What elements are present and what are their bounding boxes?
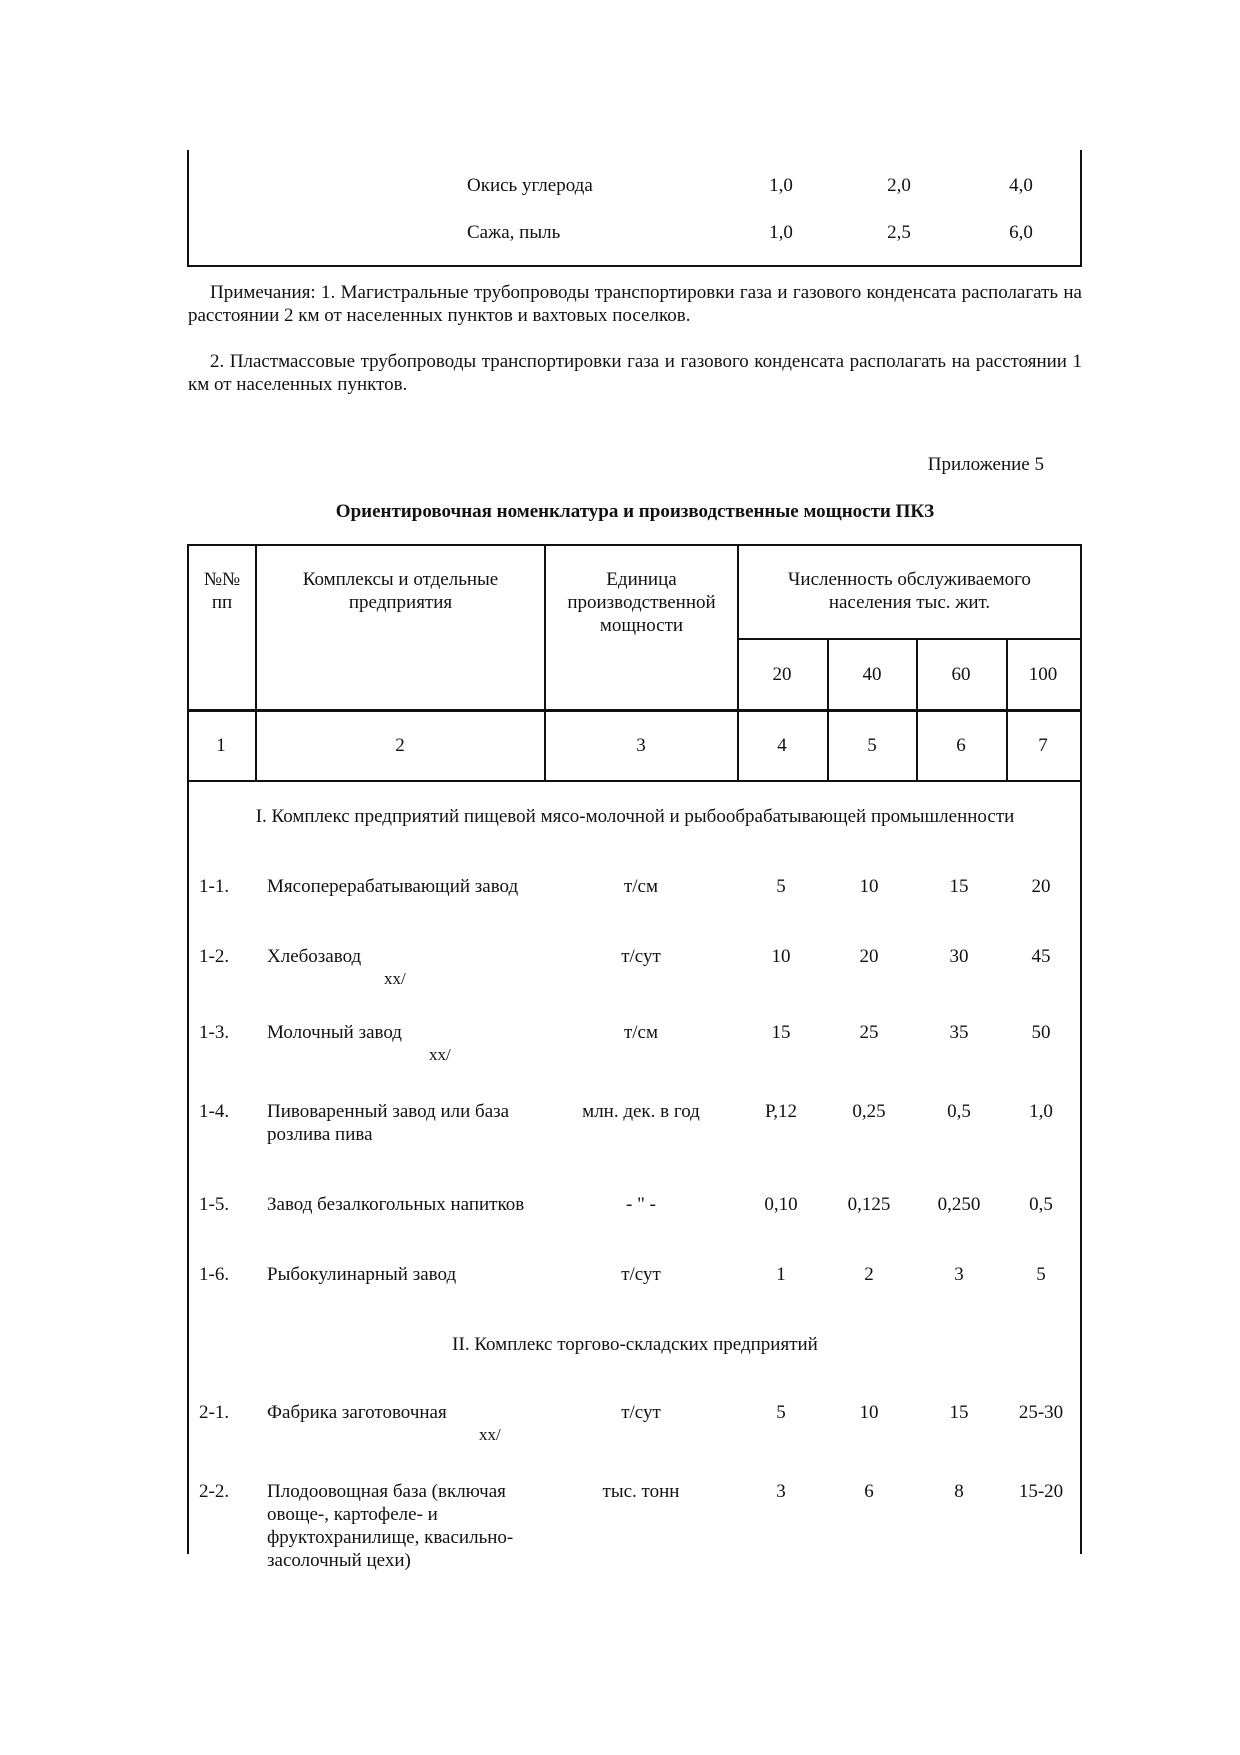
row-value: 0,5 [1029, 1194, 1053, 1215]
section-2-title: II. Комплекс торгово-складских предприятий [452, 1334, 818, 1355]
row-value: 0,5 [947, 1101, 971, 1122]
row-value: 5 [776, 876, 786, 897]
column-number: 5 [867, 735, 877, 756]
row-name: Молочный завод [267, 1022, 402, 1043]
row-value: 20 [859, 946, 879, 967]
value-cell: 4,0 [1009, 175, 1033, 196]
row-value: 0,125 [847, 1194, 891, 1215]
column-number: 4 [777, 735, 787, 756]
header-population: Численность обслуживаемого населения тыс. жит. [788, 569, 1031, 613]
header-unit: Единица производственной мощности [567, 569, 716, 636]
row-value: 45 [1031, 946, 1051, 967]
row-name: Фабрика заготовочная [267, 1402, 447, 1423]
row-value: 0,25 [852, 1101, 886, 1122]
row-value: 35 [949, 1022, 969, 1043]
row-unit: т/см [623, 1022, 659, 1043]
row-value: 30 [949, 946, 969, 967]
row-name: Хлебозавод [267, 946, 362, 967]
column-number: 6 [956, 735, 966, 756]
value-cell: 6,0 [1009, 222, 1033, 243]
header-complex: Комплексы и отдельные предприятия [302, 569, 499, 613]
row-value: 3 [776, 1481, 786, 1502]
row-unit: т/сут [621, 946, 661, 967]
row-value: 15 [949, 876, 969, 897]
column-number: 7 [1038, 735, 1048, 756]
row-unit: - " - [626, 1194, 656, 1215]
row-value: 15 [771, 1022, 791, 1043]
row-value: 10 [771, 946, 791, 967]
value-cell: 1,0 [769, 175, 793, 196]
row-value: 15-20 [1018, 1481, 1064, 1502]
row-value: 0,250 [937, 1194, 981, 1215]
header-num: №№ пп [203, 569, 241, 613]
population-column-header: 40 [862, 664, 882, 685]
row-number: 1-3. [199, 1022, 230, 1043]
population-column-header: 60 [951, 664, 971, 685]
population-column-header: 100 [1028, 664, 1058, 685]
row-value: 25-30 [1018, 1402, 1064, 1423]
row-value: 3 [954, 1264, 964, 1285]
row-value: 50 [1031, 1022, 1051, 1043]
row-footnote: хх/ [429, 1045, 451, 1064]
row-number: 1-6. [199, 1264, 230, 1285]
table-title: Ориентировочная номенклатура и производственные мощности ПКЗ [335, 501, 935, 522]
population-column-header: 20 [772, 664, 792, 685]
row-unit: млн. дек. в год [582, 1101, 700, 1122]
row-unit: т/сут [621, 1264, 661, 1285]
row-number: 1-2. [199, 946, 230, 967]
row-value: 6 [864, 1481, 874, 1502]
value-cell: 1,0 [769, 222, 793, 243]
row-value: 20 [1031, 876, 1051, 897]
column-number: 2 [395, 735, 405, 756]
row-unit: тыс. тонн [602, 1481, 680, 1502]
row-number: 1-1. [199, 876, 230, 897]
appendix-label: Приложение 5 [927, 454, 1044, 475]
note-1: Примечания: 1. Магистральные трубопроводы транспортировки газа и газового конденсата располагать на расстоянии 2 км от населенных пунктов и вахтовых поселков. [188, 282, 1082, 326]
row-value: Р,12 [765, 1101, 797, 1122]
row-name: Мясоперерабатывающий завод [267, 876, 519, 897]
value-cell: 2,0 [887, 175, 911, 196]
pollutant-name: Окись углерода [467, 175, 593, 196]
row-number: 2-2. [199, 1481, 230, 1502]
row-name: Плодоовощная база (включая овоще-, картофеле- и фруктохранилище, квасильно-засолочный цехи) [267, 1481, 514, 1571]
row-name: Завод безалкогольных напитков [267, 1194, 525, 1215]
row-value: 15 [949, 1402, 969, 1423]
row-value: 2 [864, 1264, 874, 1285]
row-name: Пивоваренный завод или база розлива пива [267, 1101, 510, 1145]
row-unit: т/см [623, 876, 659, 897]
row-footnote: хх/ [479, 1425, 501, 1444]
pollutant-name: Сажа, пыль [467, 222, 561, 243]
row-number: 1-4. [199, 1101, 230, 1122]
row-value: 1,0 [1029, 1101, 1053, 1122]
row-value: 0,10 [764, 1194, 798, 1215]
column-number: 1 [216, 735, 226, 756]
row-number: 2-1. [199, 1402, 230, 1423]
row-value: 10 [859, 1402, 879, 1423]
row-value: 5 [1036, 1264, 1046, 1285]
row-number: 1-5. [199, 1194, 230, 1215]
section-1-title: I. Комплекс предприятий пищевой мясо-молочной и рыбообрабатывающей промышленности [255, 806, 1015, 827]
row-value: 1 [776, 1264, 786, 1285]
note-2: 2. Пластмассовые трубопроводы транспортировки газа и газового конденсата располагать на расстоянии 1 км от населенных пунктов. [188, 351, 1082, 395]
row-value: 10 [859, 876, 879, 897]
row-value: 25 [859, 1022, 879, 1043]
column-number: 3 [636, 735, 646, 756]
row-value: 5 [776, 1402, 786, 1423]
row-footnote: хх/ [384, 969, 406, 988]
value-cell: 2,5 [887, 222, 911, 243]
row-unit: т/сут [621, 1402, 661, 1423]
row-value: 8 [954, 1481, 964, 1502]
row-name: Рыбокулинарный завод [267, 1264, 457, 1285]
